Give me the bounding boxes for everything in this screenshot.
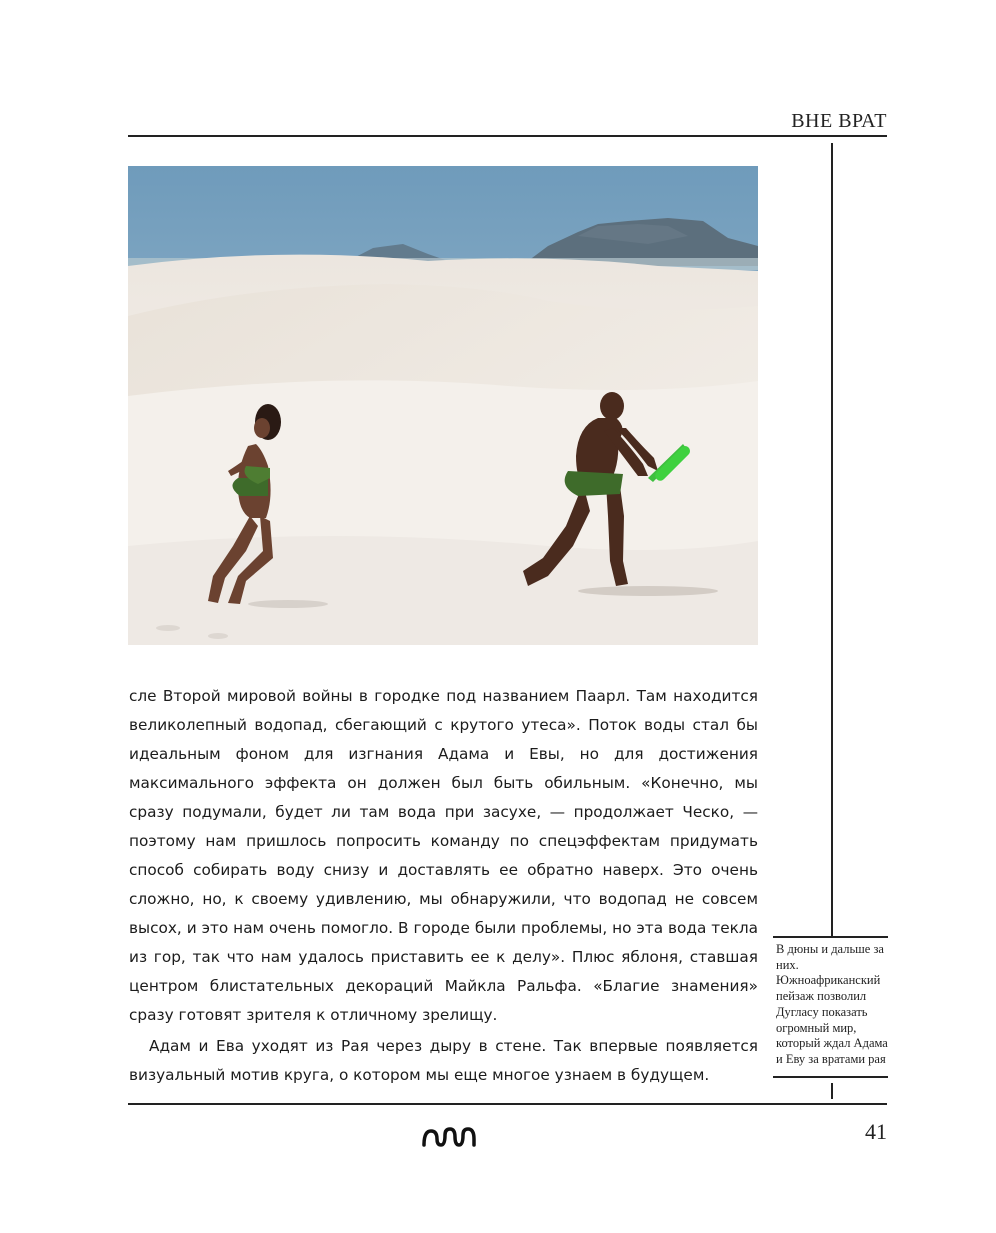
body-text [129, 682, 758, 1090]
body-paragraph: Адам и Ева уходят из Рая через дыру в стене. Так впервые появляется визуальный мотив круга, о котором мы еще многое узнаем в будущем. [129, 1037, 758, 1084]
body-paragraph: сле Второй мировой войны в городке под названием Паарл. Там находится великолепный водопад, сбегающий с крутого утеса». Поток воды стал бы идеальным фоном для изгнания Адама и Евы, но для достижения максимального эффекта он должен был быть обильным. «Конечно, мы сразу подумали, будет ли там вода при засухе, — продолжает Ческо, — поэтому нам пришлось попросить команду по спецэффектам придумать способ собирать воду снизу и доставлять ее обратно наверх. Это очень сложно, но, к своему удивлению, мы обнаружили, что водопад не совсем высох, и это нам очень помогло. В городе были проблемы, но эта вода текла из гор, так что нам удалось приставить ее к делу». Плюс яблоня, ставшая центром блистательных декораций Майкла Ральфа. «Благие знамения» сразу готовят зрителя к отличному зрелищу. [129, 687, 758, 1024]
section-title: ВНЕ ВРАТ [791, 110, 887, 132]
caption-bottom-rule [773, 1076, 888, 1078]
caption-tick [831, 1083, 833, 1099]
header-rule [128, 135, 887, 137]
wave-ornament-icon [421, 1125, 477, 1149]
photo-adam-eve-dunes [128, 166, 758, 645]
caption-top-rule [773, 936, 888, 938]
margin-vertical-rule [831, 143, 833, 936]
photo-image [128, 166, 758, 645]
footer-rule [128, 1103, 887, 1105]
photo-caption: В дюны и дальше за них. Южноафриканский пейзаж позволил Дугласу показать огромный мир, который ждал Адама и Еву за вратами рая [776, 942, 888, 1066]
page-number: 41 [865, 1119, 887, 1144]
